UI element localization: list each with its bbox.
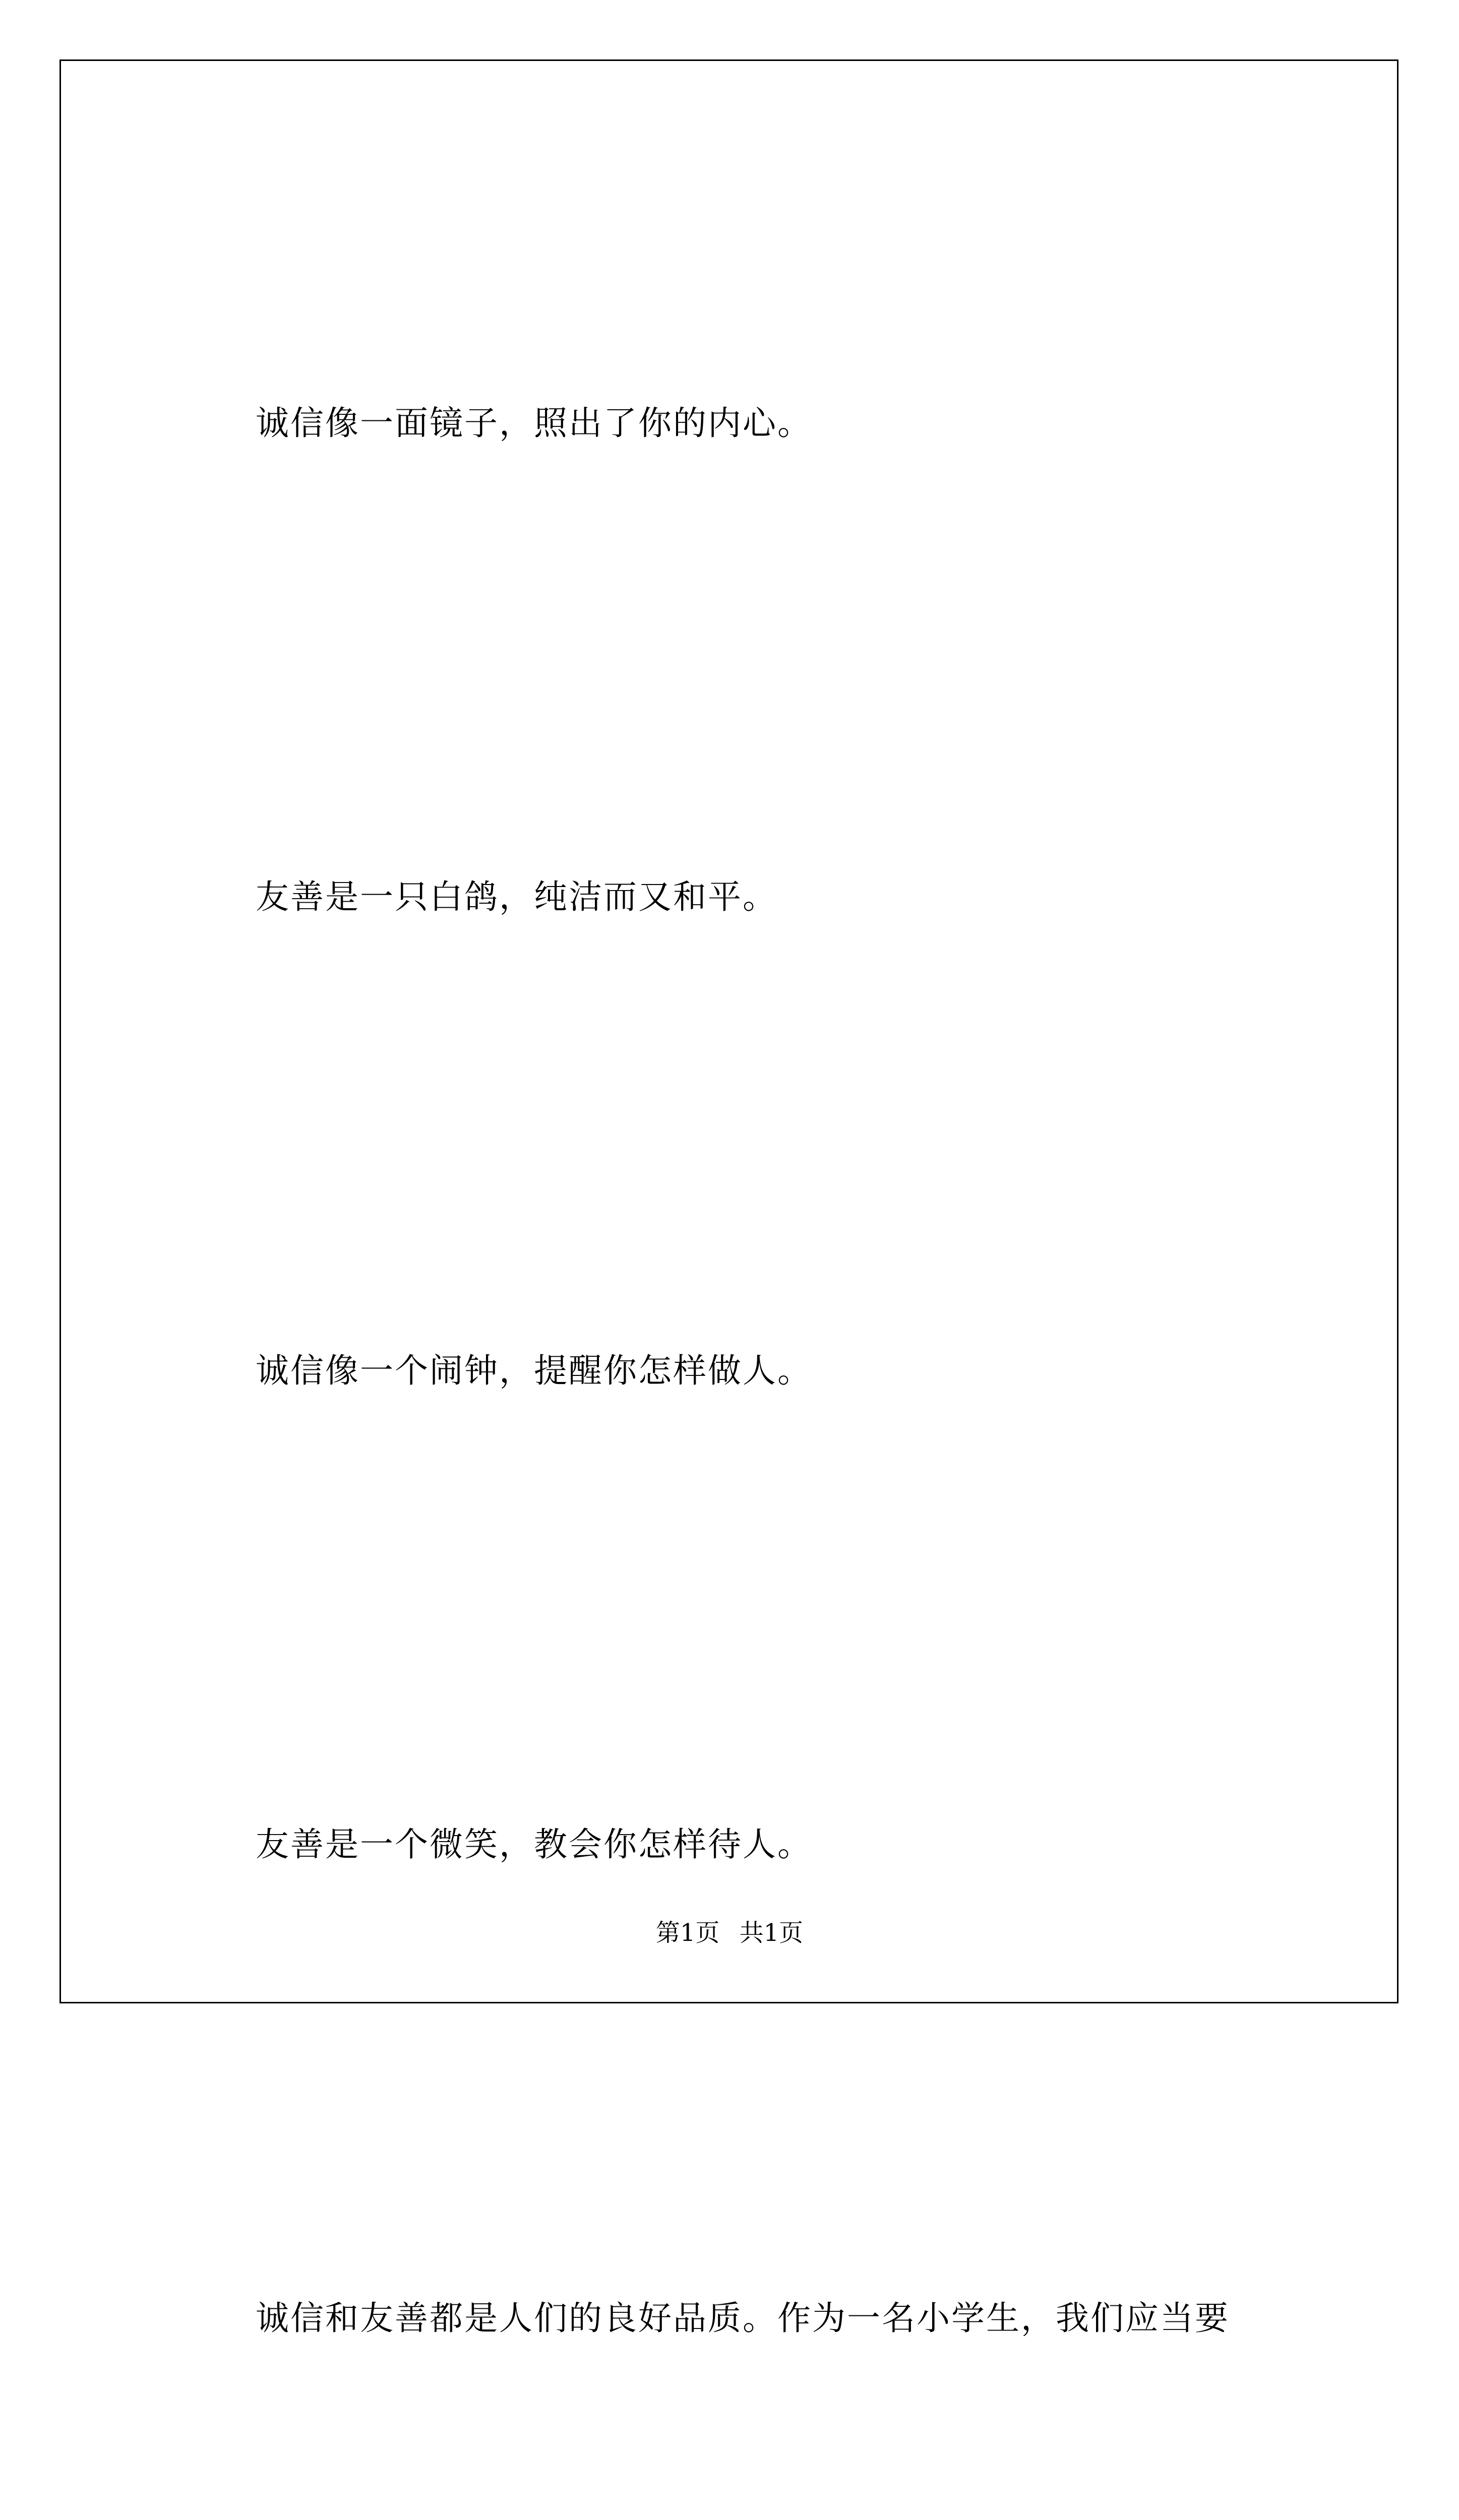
page-number: 第1页 [655, 1919, 720, 1947]
paragraph-line: 诚信像一个闹钟，提醒你怎样做人。 [256, 1351, 812, 1390]
paragraph-1 [180, 186, 1314, 660]
paragraph-line: 友善是一个微笑，教会你怎样待人。 [256, 1825, 812, 1864]
paragraph-5 [180, 2082, 1314, 2520]
paragraph-line: 诚信和友善都是人们的良好品质。作为一名小学生，我们应当要 [256, 2299, 1230, 2338]
page-total: 共1页 [739, 1919, 804, 1947]
page-footer [0, 1918, 1459, 1948]
paragraph-2 [180, 660, 1314, 1134]
paragraph-line: 诚信像一面镜子，照出了你的内心。 [256, 404, 812, 443]
paragraph-line: 友善是一只白鸽，纯洁而又和平。 [256, 877, 777, 916]
document-body [180, 186, 1314, 2520]
paragraph-3 [180, 1134, 1314, 1608]
paragraph-4 [180, 1608, 1314, 2082]
